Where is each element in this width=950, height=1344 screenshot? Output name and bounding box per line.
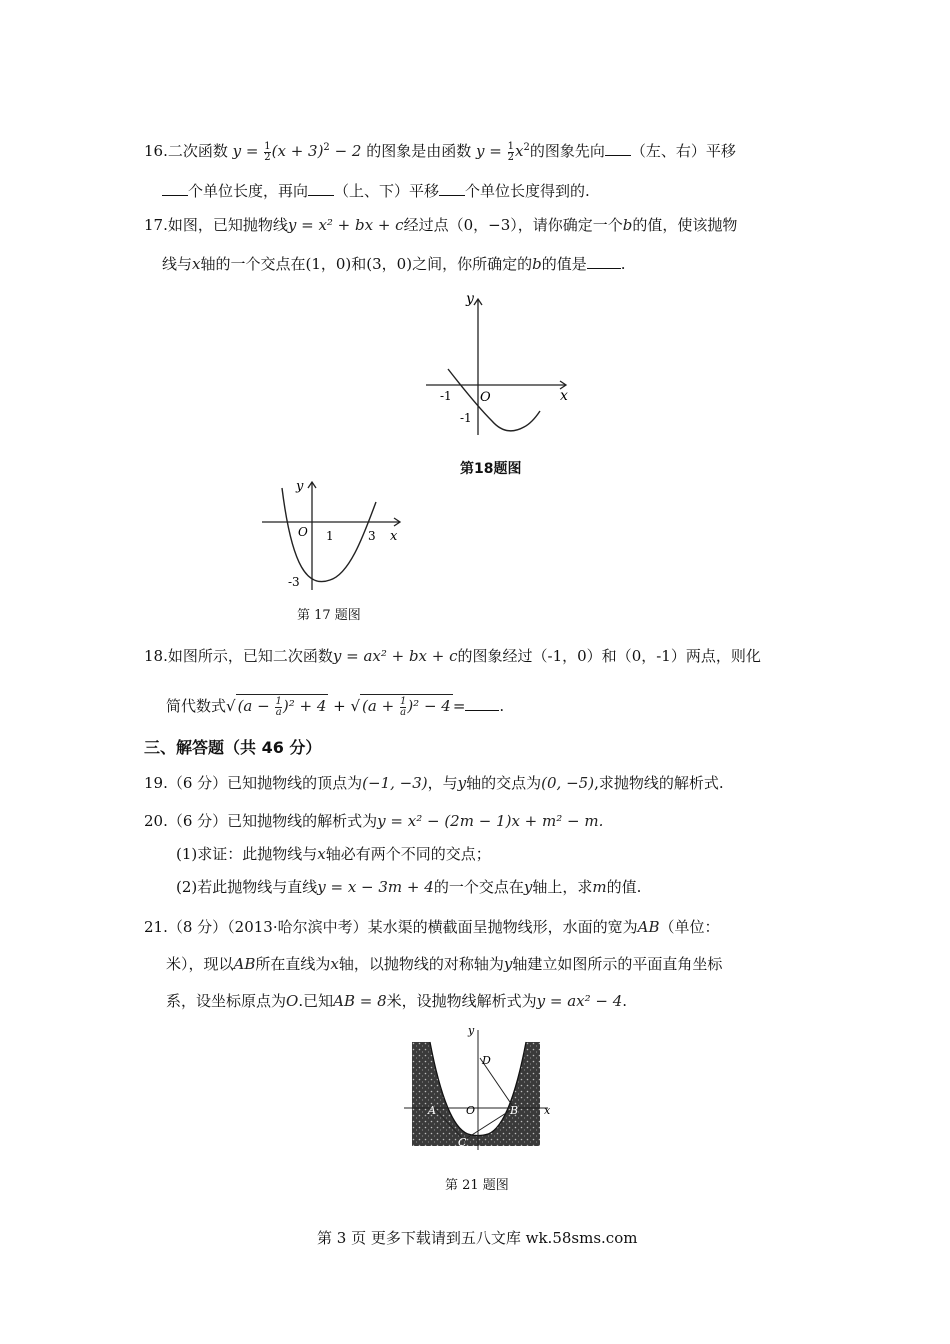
point-C-label: C (458, 1136, 467, 1149)
figure-18-caption: 第18题图 (460, 461, 522, 477)
q17-var-b: b (622, 216, 633, 234)
q18-dot: . (499, 697, 505, 715)
q19-c: 轴的交点为 (466, 774, 542, 792)
q18-l1-b: 的图象经过（-1，0）和（0，-1）两点，则化 (457, 647, 761, 665)
q20-s2-y: y (523, 878, 533, 896)
q19-y: y (457, 774, 467, 792)
figure-17 (258, 478, 408, 596)
q16-tail: 的图象先向 (529, 142, 605, 160)
answer-blank (605, 141, 631, 156)
point-D-label: D (482, 1054, 491, 1067)
q20 (144, 810, 603, 832)
point-B-label: B (510, 1104, 519, 1117)
q20-s2-m: m (592, 878, 607, 896)
q21-l2-a: 米），现以 (166, 955, 234, 973)
q16-frac2: $\frac{1}{2}$ (507, 140, 514, 163)
q21-line3 (166, 990, 627, 1012)
q16-formula1-a: y = (232, 142, 264, 160)
q17-line1 (144, 214, 737, 236)
q21-l2-AB: AB (233, 955, 256, 973)
q21-l2-y: y (503, 955, 513, 973)
q20-s1-b: 轴必有两个不同的交点； (325, 845, 491, 863)
q16-line1: 16.二次函数 y = $\frac{1}{2}$ $(x + 3)^2 - 2$ 的图象是由函数 y = $\frac{1}{2}$ $x^2$的图象先向 （左、右）平移 (144, 140, 736, 163)
q21-l3-a: 系，设坐标原点为 (166, 992, 287, 1010)
q16-line2 (162, 180, 590, 202)
q16-prefix: 16.二次函数 (144, 142, 228, 160)
q17-equation: y = x² + bx + c (287, 216, 404, 234)
q17-l2-a: 线与 (162, 255, 193, 273)
radical-2 (360, 694, 453, 718)
q17-l2-b: 轴的一个交点在(1，0)和(3，0)之间，你所确定的 (200, 255, 533, 273)
x-label: x (390, 529, 398, 544)
q16-formula1-b: (x + 3) (271, 142, 324, 160)
q21-l3-end: . (622, 992, 628, 1010)
q19-a: 19.（6 分）已知抛物线的顶点为 (144, 774, 363, 792)
q20-s2-a: (2)若此抛物线与直线 (176, 878, 318, 896)
q17-l2-c: 的值是 (541, 255, 587, 273)
point-A-label: A (428, 1104, 436, 1117)
q21-l3-eq: AB = 8 (333, 992, 387, 1010)
q17-var-x: x (192, 255, 201, 273)
radical-2-num: 1 (399, 695, 407, 707)
q16-l2-a: 个单位长度，再向 (188, 182, 309, 200)
q20-s2-c: 轴上，求 (532, 878, 593, 896)
page-footer: 第 3 页 更多下载请到五八文库 wk.58sms.com (317, 1229, 638, 1247)
tick-1: 1 (326, 529, 334, 543)
q20-s1-x: x (317, 845, 326, 863)
q21-l3-b: .已知 (298, 992, 334, 1010)
q20-s2-eq: y = x − 3m + 4 (317, 878, 434, 896)
answer-blank (465, 696, 499, 711)
q16-l2-c: 个单位长度得到的. (465, 182, 590, 200)
q21-line1 (144, 916, 720, 938)
q19-point: (0, −5) (541, 774, 595, 792)
q21-l2-b: 所在直线为 (255, 955, 331, 973)
q18-line1 (144, 645, 761, 667)
q17-line2 (162, 253, 625, 275)
q20-s2-d: 的值. (606, 878, 642, 896)
radical-2-a: (a + (362, 697, 399, 715)
q21-l3-O: O (286, 992, 299, 1010)
q20-part2 (176, 876, 641, 898)
section-title: 三、解答题（共 46 分） (144, 738, 322, 757)
q18-equals: = (452, 697, 466, 715)
radical-1 (236, 694, 329, 718)
q20-part1 (176, 843, 491, 865)
answer-blank (587, 254, 621, 269)
q16-opt1: （左、右）平移 (630, 142, 736, 160)
figure-17-caption: 第 17 题图 (297, 608, 361, 623)
q21-l2-d: 轴建立如图所示的平面直角坐标 (512, 955, 723, 973)
q16-l2-b: （上、下）平移 (334, 182, 440, 200)
y-label: y (466, 291, 474, 307)
figure-21 (400, 1024, 556, 1154)
figure-21-caption: 第 21 题图 (445, 1178, 509, 1193)
q18-l2-a: 简代数式 (166, 697, 227, 715)
q19-b: ，与 (427, 774, 458, 792)
q20-s1-a: (1)求证：此抛物线与 (176, 845, 318, 863)
q21-l3-eq2: y = ax² − 4 (536, 992, 623, 1010)
q18-equation: y = ax² + bx + c (332, 647, 458, 665)
x-label: x (544, 1104, 551, 1117)
tick-3: 3 (368, 529, 376, 543)
q20-a: 20.（6 分）已知抛物线的解析式为 (144, 812, 378, 830)
answer-blank (439, 181, 465, 196)
q16-frac1: $\frac{1}{2}$ (264, 140, 271, 163)
answer-blank (162, 181, 188, 196)
q17-l1-a: 17.如图，已知抛物线 (144, 216, 288, 234)
q21-AB: AB (637, 918, 660, 936)
q21-l3-c: 米，设抛物线解析式为 (386, 992, 537, 1010)
channel-soil (412, 1042, 540, 1146)
tick-neg3: -3 (288, 575, 300, 589)
q18-line2: 简代数式√ (a − $\frac{1}{a}$ )² + 4 + √ (a + $\frac{1}{a}$ )² − 4 = . (166, 695, 505, 718)
q21-l2-x: x (330, 955, 339, 973)
tick-neg1-x: -1 (440, 389, 452, 403)
q21-l1: 21.（8 分）（2013·哈尔滨中考）某水渠的横截面呈抛物线形，水面的宽为 (144, 918, 638, 936)
origin-label: O (480, 390, 491, 405)
q20-equation: y = x² − (2m − 1)x + m² − m. (377, 812, 604, 830)
q16-formula1-c: − 2 (329, 142, 362, 160)
q19-vertex: (−1, −3) (362, 774, 428, 792)
q17-var-b2: b (532, 255, 542, 273)
q21-l1-end: （单位： (659, 918, 720, 936)
x-label: x (560, 388, 568, 404)
y-label: y (296, 479, 304, 494)
q17-l2-end: . (620, 255, 626, 273)
q16-formula2-a: y = (476, 142, 507, 160)
q17-l1-c: 的值，使该抛物 (632, 216, 738, 234)
radical-1-num: 1 (275, 695, 282, 707)
q21-line2 (166, 953, 722, 975)
radical-1-end: )² + 4 (282, 697, 327, 715)
q16-formula2-b: x (515, 142, 524, 160)
y-label: y (468, 1024, 475, 1037)
origin-label: O (298, 525, 308, 539)
q19-d: ,求抛物线的解析式. (594, 774, 724, 792)
q20-s2-b: 的一个交点在 (433, 878, 524, 896)
q18-l1-a: 18.如图所示，已知二次函数 (144, 647, 333, 665)
q16-mid: 的图象是由函数 (366, 142, 472, 160)
q18-plus: + (328, 697, 351, 715)
q19 (144, 772, 724, 794)
radical-2-end: )² − 4 (407, 697, 451, 715)
q21-l2-c: 轴，以抛物线的对称轴为 (338, 955, 504, 973)
radical-1-den: a (275, 706, 282, 718)
answer-blank (308, 181, 334, 196)
origin-label: O (466, 1104, 476, 1117)
radical-2-den: a (400, 706, 407, 718)
q17-l1-b: 经过点（0，−3），请你确定一个 (403, 216, 623, 234)
radical-1-a: (a − (237, 697, 275, 715)
figure-18 (420, 285, 580, 445)
tick-neg1-y: -1 (460, 411, 472, 425)
